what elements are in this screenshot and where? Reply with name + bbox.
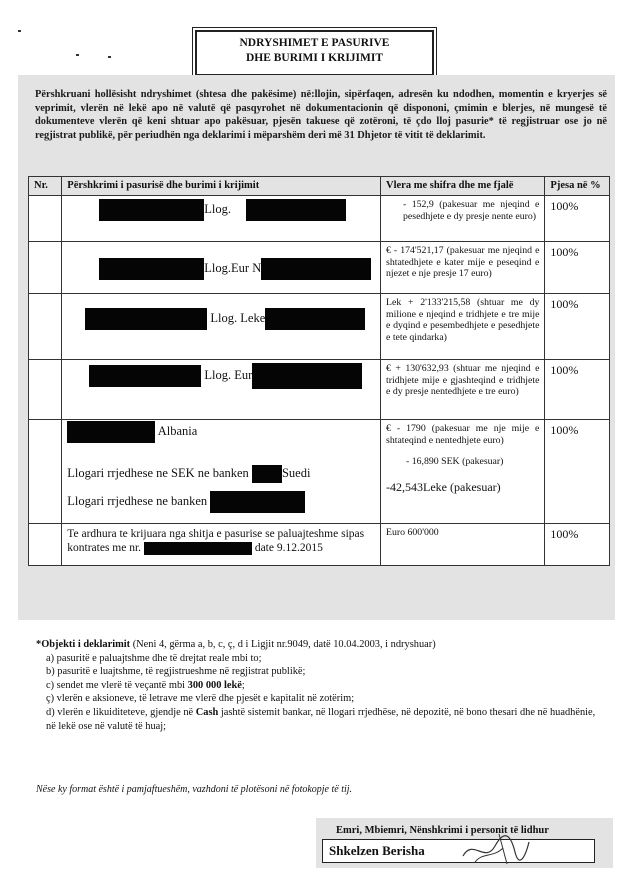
row-share: 100% — [545, 420, 610, 524]
redaction-block — [246, 199, 346, 221]
footnote-text: ; — [241, 679, 245, 691]
table-row — [29, 524, 610, 566]
signer-name: Shkelzen Berisha — [322, 839, 595, 863]
description-text: Llog. Leke — [210, 310, 266, 325]
table-row — [29, 242, 610, 294]
redaction-block — [99, 199, 204, 221]
row-nr — [29, 294, 62, 360]
handwritten-signature — [455, 828, 535, 870]
row-nr — [29, 360, 62, 420]
scan-speck — [108, 56, 111, 58]
footnote-title-bold: *Objekti i deklarimit — [36, 639, 131, 650]
row-description — [62, 524, 381, 566]
redaction-block — [252, 465, 282, 483]
table-row — [29, 360, 610, 420]
footnote-bold: 300 000 lekë — [187, 679, 242, 691]
row-nr — [29, 420, 62, 524]
title-line-2: DHE BURIMI I KRIJIMIT — [245, 52, 384, 64]
header-description: Përshkrimi i pasurisë dhe burimi i krijimit — [62, 177, 381, 196]
table-row — [29, 294, 610, 360]
description-text: date 9.12.2015 — [254, 542, 323, 554]
redaction-block — [265, 308, 365, 330]
scan-speck — [18, 30, 21, 32]
description-text: Albania — [157, 423, 198, 438]
row-value: € + 130'632,93 (shtuar me njeqind e tridhjete mije e gjashteqind e tridhjete e dy presje nentedhjete e tre euro) — [381, 360, 545, 420]
row-share: 100% — [545, 242, 610, 294]
footnote-item-cc: ç) vlerën e aksioneve, të letrave me vlerë dhe pjesët e kapitalit në zotërim; — [46, 693, 355, 705]
row-description — [62, 420, 381, 524]
description-text: Llog. Eur — [204, 367, 253, 382]
table-row — [29, 196, 610, 242]
row-description — [62, 196, 381, 242]
table-row — [29, 420, 610, 524]
redaction-block — [252, 363, 362, 389]
row-nr — [29, 242, 62, 294]
redaction-block — [99, 258, 204, 280]
row-nr — [29, 196, 62, 242]
signature-label: Emri, Mbiemri, Nënshkrimi i personit të lidhur — [336, 825, 549, 836]
footnote-title-rest: (Neni 4, gërma a, b, c, ç, d i Ligjit nr.9049, datë 10.04.2003, i ndryshuar) — [130, 639, 436, 650]
description-text: Llogari rrjedhese ne banken — [67, 494, 208, 508]
row-share: 100% — [545, 360, 610, 420]
value-text: - 16,890 SEK (pakesuar) — [406, 456, 504, 467]
row-value: - 152,9 (pakesuar me njeqind e pesedhjete e dy presje nente euro) — [381, 196, 545, 242]
header-nr: Nr. — [29, 177, 62, 196]
value-text: € - 1790 (pakesuar me nje mije e shtateqind e nentedhjete euro) — [386, 423, 540, 446]
page-title — [195, 30, 434, 76]
redaction-block — [210, 491, 305, 513]
footnote-title — [36, 638, 606, 652]
row-share: 100% — [545, 294, 610, 360]
footnote-text: d) vlerën e likuiditeteve, gjendje në — [46, 706, 196, 718]
description-text: Llogari rrjedhese ne SEK ne banken — [67, 466, 249, 480]
assets-table — [28, 176, 610, 566]
row-value: € - 174'521,17 (pakesuar me njeqind e shtatedhjete e kater mije e peseqind e njezet e nje presje 17 euro) — [381, 242, 545, 294]
footnote-item-c — [36, 679, 606, 693]
footnote-text: jashtë sistemit bankar, në llogari rrjedhëse, në depozitë, në bono thesari dhe në huadhënie, në lekë ose në valutë të huaj; — [46, 706, 596, 732]
footnote-item-b: b) pasuritë e luajtshme, të regjistrueshme në regjistrat publikë; — [46, 666, 306, 678]
row-description — [62, 360, 381, 420]
redaction-block — [261, 258, 371, 280]
description-text: Llog. — [204, 201, 232, 216]
row-value — [381, 420, 545, 524]
header-share: Pjesa në % — [545, 177, 610, 196]
description-text: Suedi — [281, 466, 311, 480]
description-text: Llog.Eur N — [204, 260, 262, 275]
row-nr — [29, 524, 62, 566]
footnote-item-d — [36, 706, 606, 733]
footnote-section — [36, 638, 606, 733]
row-share: 100% — [545, 524, 610, 566]
continuation-note: Nëse ky format është i pamjaftueshëm, vazhdoni të plotësoni në fotokopje të tij. — [36, 784, 353, 795]
row-share: 100% — [545, 196, 610, 242]
value-text: -42,543Leke (pakesuar) — [386, 479, 501, 494]
footnote-item-a: a) pasuritë e paluajtshme dhe të drejtat reale mbi to; — [46, 652, 262, 664]
scan-speck — [76, 54, 79, 56]
redaction-block — [85, 308, 207, 330]
footnote-bold: Cash — [195, 706, 219, 718]
instructions-text: Përshkruani hollësisht ndryshimet (shtesa dhe pakësime) në:llojin, sipërfaqen, adresën ku ndodhen, momentin e kryerjes së veprimit, vlerën në lekë apo në valutë që pasqyrohet në dokumentacionin që dispononi, çmimin e blerjes, në mungesë të dokumenteve vlerën që keni shtuar apo pakësuar, pjesën takuese që zotëroni, të çdo lloj pasurie* të regjistruar ose jo në regjistrat publikë, për periudhën nga deklarimi i mëparshëm deri më 31 Dhjetor të vitit të deklarimit. — [35, 89, 607, 141]
redaction-block — [144, 542, 252, 555]
row-description — [62, 242, 381, 294]
footnote-text: c) sendet me vlerë të veçantë mbi — [46, 679, 188, 691]
row-value: Euro 600'000 — [381, 524, 545, 566]
row-value: Lek + 2'133'215,58 (shtuar me dy milione e njeqind e tridhjete e tre mije e dyqind e pesembedhjete e pesedhjete e tete qindarka) — [381, 294, 545, 360]
table-header-row — [29, 177, 610, 196]
header-value: Vlera me shifra dhe me fjalë — [381, 177, 545, 196]
title-line-1: NDRYSHIMET E PASURIVE — [239, 37, 390, 49]
row-description — [62, 294, 381, 360]
redaction-block — [89, 365, 201, 387]
redaction-block — [67, 421, 155, 443]
description-text: Te ardhura te krijuara nga shitja e pasurise se paluajteshme sipas kontrates me nr. — [67, 528, 365, 554]
